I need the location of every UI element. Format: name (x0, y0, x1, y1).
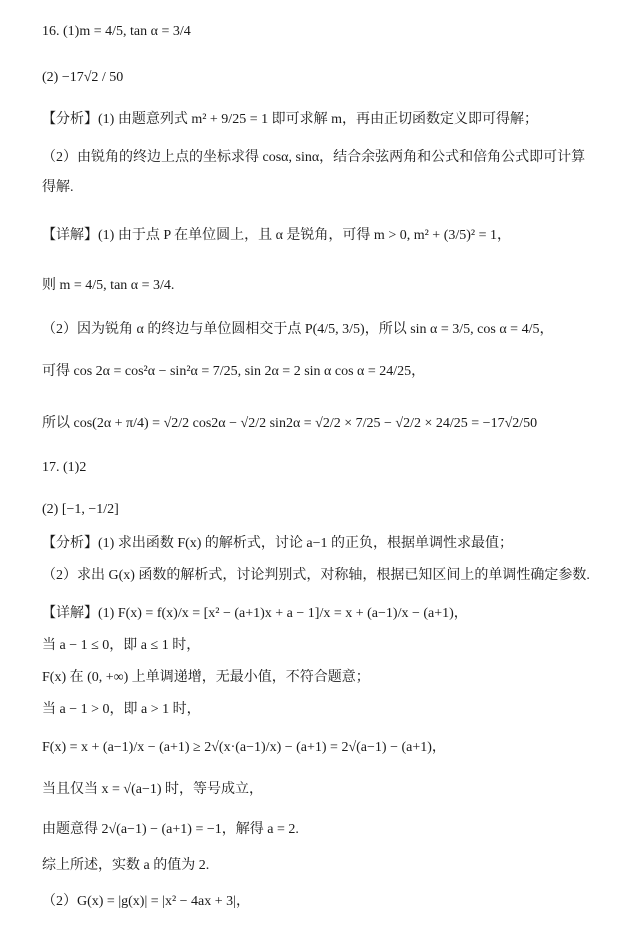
text-line: （2）G(x) = |g(x)| = |x² − 4ax + 3|， (42, 894, 250, 909)
text-line: 16. (1)m = 4/5, tan α = 3/4 (42, 24, 191, 39)
text-line: 综上所述，实数 a 的值为 2. (42, 858, 210, 873)
text-line: (2) −17√2 / 50 (42, 70, 124, 85)
text-line: 由题意得 2√(a−1) − (a+1) = −1，解得 a = 2. (42, 822, 299, 837)
text-line: 当 a − 1 > 0，即 a > 1 时， (42, 702, 201, 717)
text-line: F(x) = x + (a−1)/x − (a+1) ≥ 2√(x·(a−1)/x) − (a+1) = 2√(a−1) − (a+1)， (42, 740, 446, 755)
text-line: F(x) 在 (0, +∞) 上单调递增，无最小值，不符合题意； (42, 670, 370, 685)
text-line: 【详解】(1) F(x) = f(x)/x = [x² − (a+1)x + a − 1]/x = x + (a−1)/x − (a+1)， (42, 606, 468, 621)
text-line: （2）由锐角的终边上点的坐标求得 cosα, sinα，结合余弦两角和公式和倍角公式即可计算 (42, 150, 586, 165)
text-line: 得解. (42, 180, 74, 195)
text-line: （2）因为锐角 α 的终边与单位圆相交于点 P(4/5, 3/5)，所以 sin α = 3/5, cos α = 4/5， (42, 322, 554, 337)
text-line: 则 m = 4/5, tan α = 3/4. (42, 278, 175, 293)
text-line: 可得 cos 2α = cos²α − sin²α = 7/25, sin 2α = 2 sin α cos α = 24/25， (42, 364, 426, 379)
text-line: 【详解】(1) 由于点 P 在单位圆上，且 α 是锐角，可得 m > 0, m² + (3/5)² = 1， (42, 228, 511, 243)
text-line: 【分析】(1) 由题意列式 m² + 9/25 = 1 即可求解 m，再由正切函数定义即可得解； (42, 112, 538, 127)
text-line: 【分析】(1) 求出函数 F(x) 的解析式，讨论 a−1 的正负，根据单调性求最值； (42, 536, 514, 551)
text-line: 17. (1)2 (42, 460, 87, 475)
text-line: (2) [−1, −1/2] (42, 502, 119, 517)
text-line: 当 a − 1 ≤ 0，即 a ≤ 1 时， (42, 638, 201, 653)
text-line: 所以 cos(2α + π/4) = √2/2 cos2α − √2/2 sin2α = √2/2 × 7/25 − √2/2 × 24/25 = −17√2/50 (42, 416, 538, 431)
text-line: （2）求出 G(x) 函数的解析式，讨论判别式，对称轴，根据已知区间上的单调性确定参数. (42, 568, 590, 583)
text-line: 当且仅当 x = √(a−1) 时，等号成立， (42, 782, 264, 797)
